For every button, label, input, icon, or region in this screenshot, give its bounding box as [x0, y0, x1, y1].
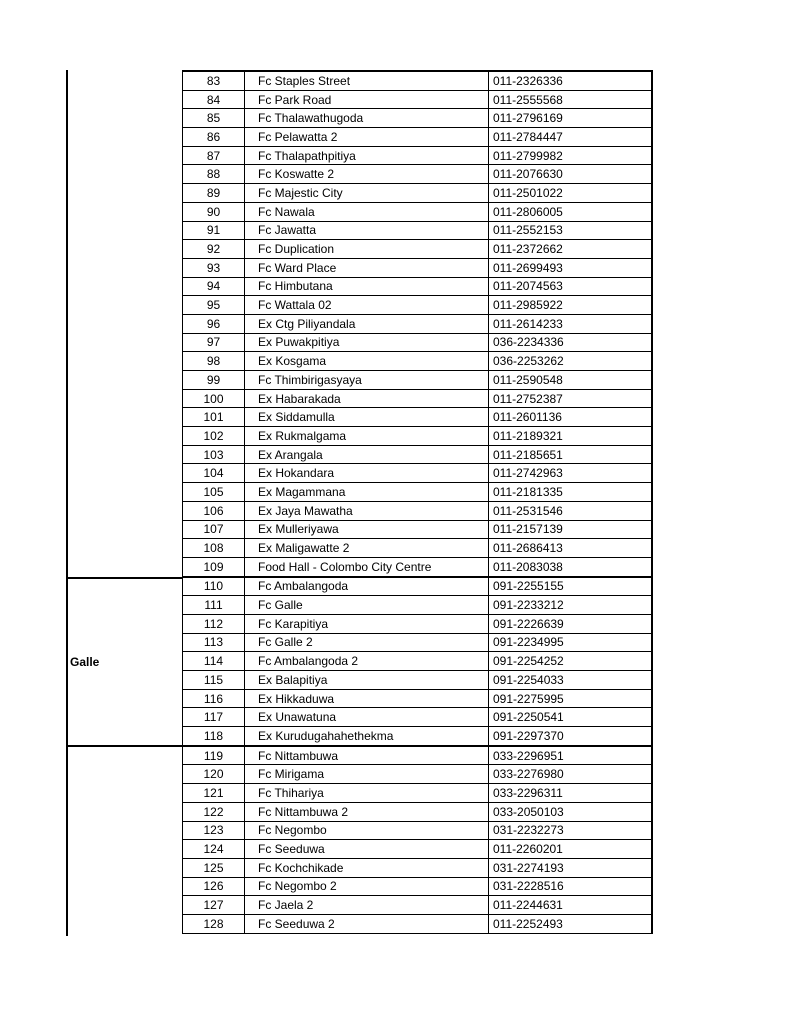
table-row [183, 633, 653, 652]
store-phone-cell: 011-2372662 [489, 240, 653, 259]
store-number-cell: 126 [183, 877, 245, 896]
store-name-cell: Fc Ward Place [245, 258, 489, 277]
table-row [183, 671, 653, 690]
store-number-cell: 103 [183, 445, 245, 464]
store-number-cell: 91 [183, 221, 245, 240]
table-row [183, 821, 653, 840]
table-row [183, 314, 653, 333]
store-number-cell: 93 [183, 258, 245, 277]
store-name-cell: Fc Thihariya [245, 784, 489, 803]
store-number-cell: 119 [183, 746, 245, 765]
store-name-cell: Fc Jaela 2 [245, 896, 489, 915]
table-row [183, 445, 653, 464]
store-phone-cell: 011-2796169 [489, 109, 653, 128]
table-row [183, 277, 653, 296]
store-name-cell: Fc Thalawathugoda [245, 109, 489, 128]
store-number-cell: 117 [183, 708, 245, 727]
store-phone-cell: 033-2296311 [489, 784, 653, 803]
region-column-border [66, 70, 68, 936]
table-row [183, 727, 653, 746]
table-row [183, 371, 653, 390]
store-number-cell: 122 [183, 802, 245, 821]
store-number-cell: 118 [183, 727, 245, 746]
table-row [183, 596, 653, 615]
store-phone-cell: 011-2806005 [489, 202, 653, 221]
table-row [183, 109, 653, 128]
store-phone-cell: 036-2234336 [489, 333, 653, 352]
table-row [183, 784, 653, 803]
store-phone-cell: 036-2253262 [489, 352, 653, 371]
store-number-cell: 97 [183, 333, 245, 352]
store-name-cell: Ex Balapitiya [245, 671, 489, 690]
region-column [66, 70, 182, 938]
store-phone-cell: 031-2274193 [489, 858, 653, 877]
table-row [183, 427, 653, 446]
store-phone-cell: 091-2275995 [489, 689, 653, 708]
store-phone-cell: 011-2326336 [489, 71, 653, 90]
store-phone-cell: 091-2297370 [489, 727, 653, 746]
store-phone-cell: 091-2254252 [489, 652, 653, 671]
store-number-cell: 121 [183, 784, 245, 803]
store-name-cell: Fc Mirigama [245, 765, 489, 784]
store-name-cell: Ex Maligawatte 2 [245, 539, 489, 558]
store-phone-cell: 033-2050103 [489, 802, 653, 821]
store-number-cell: 108 [183, 539, 245, 558]
store-phone-cell: 011-2742963 [489, 464, 653, 483]
store-name-cell: Fc Koswatte 2 [245, 165, 489, 184]
store-name-cell: Ex Hokandara [245, 464, 489, 483]
store-table-body [183, 71, 653, 933]
table-row [183, 802, 653, 821]
store-number-cell: 86 [183, 128, 245, 147]
table-row [183, 146, 653, 165]
store-name-cell: Fc Park Road [245, 90, 489, 109]
store-number-cell: 98 [183, 352, 245, 371]
region-divider [66, 745, 182, 747]
store-phone-cell: 011-2083038 [489, 557, 653, 576]
store-number-cell: 99 [183, 371, 245, 390]
table-row [183, 90, 653, 109]
table-row [183, 577, 653, 596]
table-row [183, 765, 653, 784]
store-number-cell: 107 [183, 520, 245, 539]
table-row [183, 333, 653, 352]
store-phone-cell: 091-2234995 [489, 633, 653, 652]
store-name-cell: Fc Karapitiya [245, 614, 489, 633]
store-name-cell: Fc Galle 2 [245, 633, 489, 652]
store-phone-cell: 011-2252493 [489, 914, 653, 933]
store-name-cell: Ex Kosgama [245, 352, 489, 371]
store-number-cell: 96 [183, 314, 245, 333]
store-phone-cell: 011-2244631 [489, 896, 653, 915]
store-name-cell: Fc Negombo 2 [245, 877, 489, 896]
store-name-cell: Food Hall - Colombo City Centre [245, 557, 489, 576]
store-phone-cell: 011-2552153 [489, 221, 653, 240]
store-phone-cell: 011-2699493 [489, 258, 653, 277]
store-phone-cell: 011-2185651 [489, 445, 653, 464]
table-row [183, 165, 653, 184]
store-number-cell: 94 [183, 277, 245, 296]
store-number-cell: 116 [183, 689, 245, 708]
store-number-cell: 106 [183, 501, 245, 520]
store-phone-cell: 011-2799982 [489, 146, 653, 165]
store-phone-cell: 091-2226639 [489, 614, 653, 633]
store-phone-cell: 031-2232273 [489, 821, 653, 840]
region-divider [66, 577, 182, 579]
store-number-cell: 95 [183, 296, 245, 315]
store-name-cell: Fc Negombo [245, 821, 489, 840]
store-number-cell: 89 [183, 184, 245, 203]
store-phone-cell: 091-2233212 [489, 596, 653, 615]
store-number-cell: 110 [183, 577, 245, 596]
store-phone-cell: 033-2296951 [489, 746, 653, 765]
table-row [183, 858, 653, 877]
store-name-cell: Fc Majestic City [245, 184, 489, 203]
store-phone-cell: 011-2189321 [489, 427, 653, 446]
store-name-cell: Fc Thimbirigasyaya [245, 371, 489, 390]
table-row [183, 501, 653, 520]
table-row [183, 539, 653, 558]
store-name-cell: Fc Ambalangoda [245, 577, 489, 596]
store-phone-cell: 011-2555568 [489, 90, 653, 109]
table-row [183, 520, 653, 539]
store-name-cell: Fc Kochchikade [245, 858, 489, 877]
store-name-cell: Ex Puwakpitiya [245, 333, 489, 352]
table-row [183, 557, 653, 576]
store-number-cell: 104 [183, 464, 245, 483]
store-name-cell: Fc Staples Street [245, 71, 489, 90]
store-phone-cell: 091-2250541 [489, 708, 653, 727]
store-name-cell: Fc Jawatta [245, 221, 489, 240]
store-phone-cell: 011-2752387 [489, 389, 653, 408]
store-number-cell: 87 [183, 146, 245, 165]
store-name-cell: Fc Nittambuwa [245, 746, 489, 765]
store-number-cell: 125 [183, 858, 245, 877]
table-row [183, 614, 653, 633]
table-row [183, 689, 653, 708]
store-number-cell: 115 [183, 671, 245, 690]
store-phone-cell: 011-2181335 [489, 483, 653, 502]
table-row [183, 389, 653, 408]
store-number-cell: 88 [183, 165, 245, 184]
store-name-cell: Fc Seeduwa 2 [245, 914, 489, 933]
table-row [183, 221, 653, 240]
store-number-cell: 92 [183, 240, 245, 259]
store-name-cell: Fc Galle [245, 596, 489, 615]
table-row [183, 652, 653, 671]
table-row [183, 202, 653, 221]
store-number-cell: 120 [183, 765, 245, 784]
store-phone-cell: 033-2276980 [489, 765, 653, 784]
store-phone-cell: 011-2985922 [489, 296, 653, 315]
store-name-cell: Ex Arangala [245, 445, 489, 464]
store-number-cell: 85 [183, 109, 245, 128]
store-number-cell: 83 [183, 71, 245, 90]
store-number-cell: 102 [183, 427, 245, 446]
store-name-cell: Fc Nawala [245, 202, 489, 221]
store-phone-cell: 011-2260201 [489, 840, 653, 859]
table-row [183, 71, 653, 90]
store-name-cell: Fc Nittambuwa 2 [245, 802, 489, 821]
table-row [183, 408, 653, 427]
store-phone-cell: 011-2531546 [489, 501, 653, 520]
store-name-cell: Ex Hikkaduwa [245, 689, 489, 708]
store-number-cell: 105 [183, 483, 245, 502]
store-name-cell: Fc Thalapathpitiya [245, 146, 489, 165]
store-name-cell: Fc Wattala 02 [245, 296, 489, 315]
store-phone-cell: 011-2076630 [489, 165, 653, 184]
store-name-cell: Ex Siddamulla [245, 408, 489, 427]
store-name-cell: Ex Rukmalgama [245, 427, 489, 446]
store-name-cell: Fc Pelawatta 2 [245, 128, 489, 147]
store-table [182, 70, 653, 934]
store-number-cell: 111 [183, 596, 245, 615]
store-phone-cell: 011-2501022 [489, 184, 653, 203]
store-name-cell: Ex Mulleriyawa [245, 520, 489, 539]
region-label-galle: Galle [70, 655, 100, 669]
store-name-cell: Fc Duplication [245, 240, 489, 259]
store-number-cell: 127 [183, 896, 245, 915]
table-row [183, 296, 653, 315]
table-row [183, 184, 653, 203]
store-phone-cell: 011-2157139 [489, 520, 653, 539]
store-phone-cell: 011-2590548 [489, 371, 653, 390]
table-row [183, 240, 653, 259]
table-row [183, 258, 653, 277]
store-number-cell: 101 [183, 408, 245, 427]
store-number-cell: 114 [183, 652, 245, 671]
store-phone-cell: 031-2228516 [489, 877, 653, 896]
store-phone-cell: 091-2254033 [489, 671, 653, 690]
table-row [183, 464, 653, 483]
table-row [183, 840, 653, 859]
store-name-cell: Ex Unawatuna [245, 708, 489, 727]
store-number-cell: 109 [183, 557, 245, 576]
table-row [183, 746, 653, 765]
store-name-cell: Fc Seeduwa [245, 840, 489, 859]
store-name-cell: Ex Kurudugahahethekma [245, 727, 489, 746]
table-row [183, 914, 653, 933]
store-number-cell: 84 [183, 90, 245, 109]
store-name-cell: Fc Himbutana [245, 277, 489, 296]
store-phone-cell: 011-2614233 [489, 314, 653, 333]
store-name-cell: Ex Jaya Mawatha [245, 501, 489, 520]
table-row [183, 896, 653, 915]
store-name-cell: Fc Ambalangoda 2 [245, 652, 489, 671]
store-name-cell: Ex Magammana [245, 483, 489, 502]
store-number-cell: 100 [183, 389, 245, 408]
store-number-cell: 123 [183, 821, 245, 840]
store-number-cell: 113 [183, 633, 245, 652]
store-phone-cell: 011-2074563 [489, 277, 653, 296]
store-phone-cell: 091-2255155 [489, 577, 653, 596]
table-row [183, 483, 653, 502]
store-phone-cell: 011-2686413 [489, 539, 653, 558]
store-number-cell: 124 [183, 840, 245, 859]
store-number-cell: 112 [183, 614, 245, 633]
table-row [183, 128, 653, 147]
table-row [183, 877, 653, 896]
table-row [183, 708, 653, 727]
store-name-cell: Ex Ctg Piliyandala [245, 314, 489, 333]
store-phone-cell: 011-2784447 [489, 128, 653, 147]
store-phone-cell: 011-2601136 [489, 408, 653, 427]
store-name-cell: Ex Habarakada [245, 389, 489, 408]
table-row [183, 352, 653, 371]
store-number-cell: 90 [183, 202, 245, 221]
store-number-cell: 128 [183, 914, 245, 933]
